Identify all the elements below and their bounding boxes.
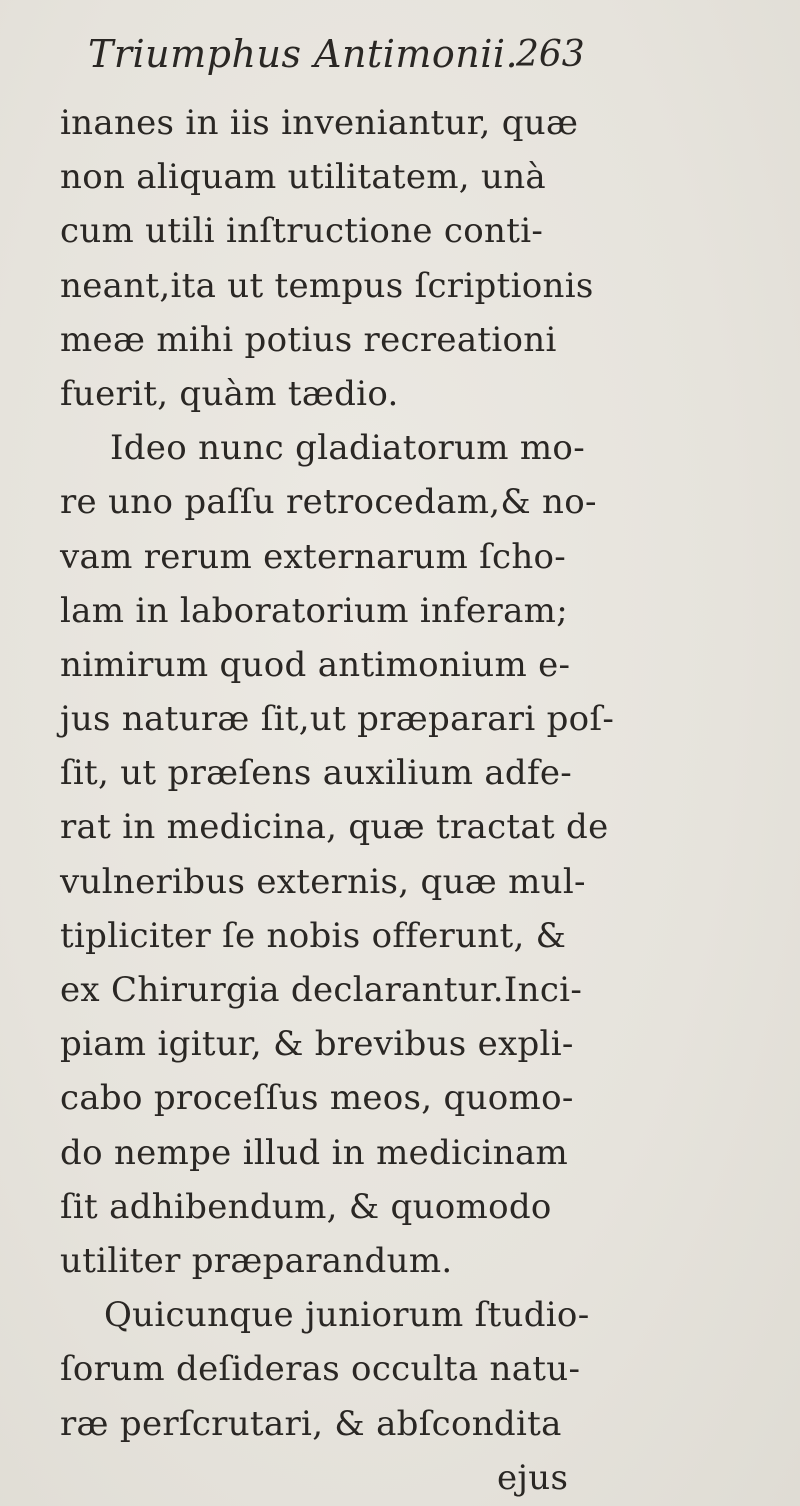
text-line: lam in laboratorium inferam; xyxy=(60,590,568,631)
text-line: piam igitur, & brevibus expli- xyxy=(60,1024,574,1065)
text-line: vulneribus externis, quæ mul- xyxy=(60,861,586,902)
text-line: vam rerum externarum ſcho- xyxy=(60,536,567,577)
text-line: fuerit, quàm tædio. xyxy=(60,373,399,414)
text-line: non aliquam utilitatem, unà xyxy=(60,157,546,198)
running-title: Triumphus Antimonii. xyxy=(88,32,519,76)
text-line: rat in medicina, quæ tractat de xyxy=(60,807,609,848)
text-line: do nempe illud in medicinam xyxy=(60,1132,569,1173)
text-line: ſit, ut præſens auxilium adfe- xyxy=(60,753,573,794)
paragraph-start-line: Ideo nunc gladiatorum mo- xyxy=(110,428,585,469)
page-header xyxy=(88,32,608,92)
text-line: utiliter præparandum. xyxy=(60,1240,453,1281)
text-line: cum utili inſtructione conti- xyxy=(60,211,544,252)
text-line: ræ perſcrutari, & abſcondita xyxy=(60,1403,562,1444)
text-line: ſit adhibendum, & quomodo xyxy=(60,1186,552,1227)
body-text xyxy=(60,96,760,1505)
text-line: ex Chirurgia declarantur.Inci- xyxy=(60,970,583,1010)
text-line: ſorum deſideras occulta natu- xyxy=(60,1349,581,1390)
text-line: neant,ita ut tempus ſcriptionis xyxy=(60,265,594,306)
page-number: 263 xyxy=(516,34,585,75)
text-line: cabo proceſſus meos, quomo- xyxy=(60,1078,574,1119)
text-line: inanes in iis inveniantur, quæ xyxy=(60,103,579,143)
paragraph-start-line: Quicunque juniorum ſtudio- xyxy=(104,1295,590,1336)
catchword: ejus xyxy=(497,1457,569,1498)
text-line: tipliciter ſe nobis offerunt, & xyxy=(60,915,567,956)
text-line: nimirum quod antimonium e- xyxy=(60,644,571,685)
text-line: meæ mihi potius recreationi xyxy=(60,319,557,360)
text-line: re uno paſſu retrocedam,& no- xyxy=(60,482,597,523)
text-line: jus naturæ ſit,ut præparari poſ- xyxy=(60,699,615,740)
